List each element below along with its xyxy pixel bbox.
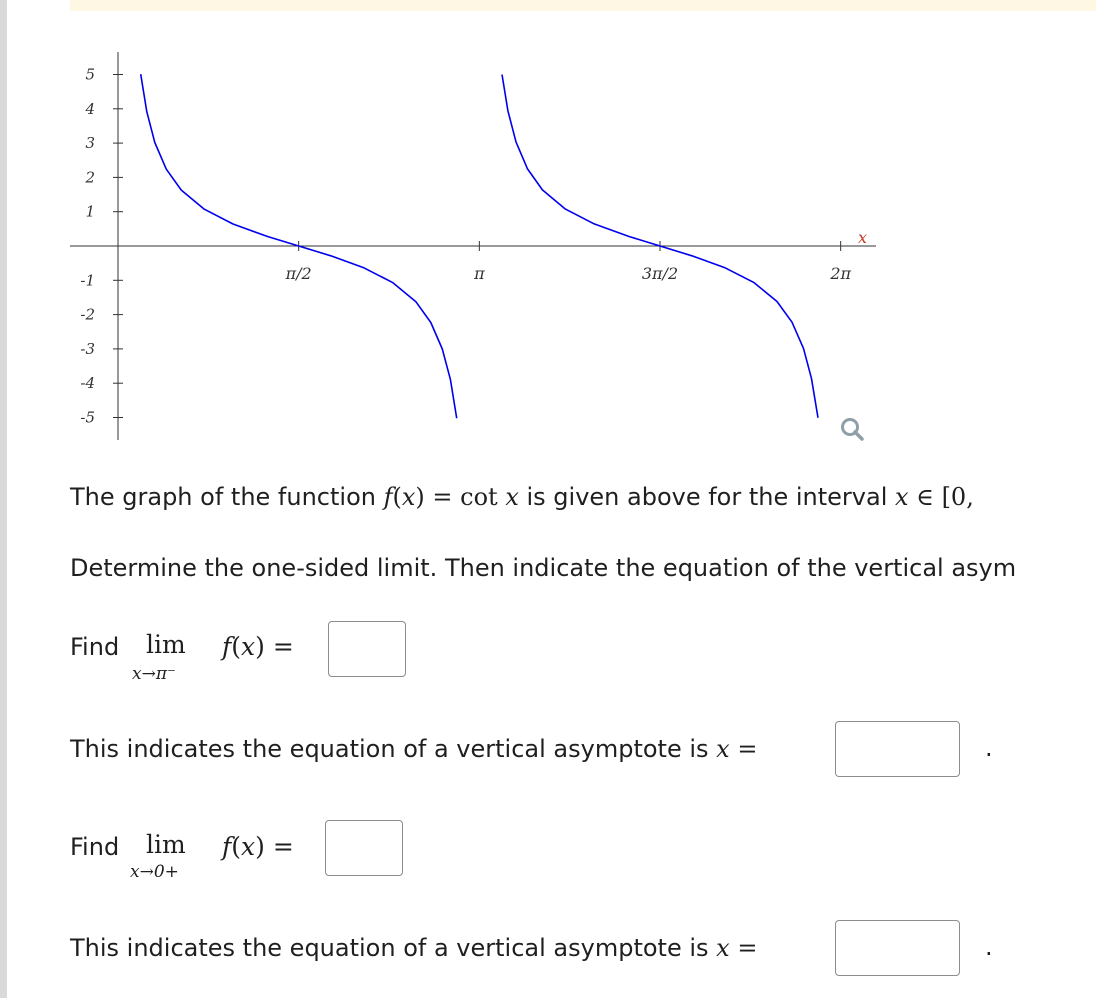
a2-period: .: [985, 933, 993, 961]
prompt-line-1: [70, 482, 974, 512]
prompt-line-2: Determine the one-sided limit. Then indicate the equation of the vertical asym: [70, 554, 1017, 582]
q1-find-label: Find: [70, 633, 120, 661]
a1-x-eq: x =: [716, 735, 758, 763]
q2-lim-subscript: x→0+: [130, 862, 179, 882]
q2-answer-input[interactable]: [325, 820, 403, 876]
a2-label: This indicates the equation of a vertical asymptote is: [70, 934, 717, 962]
a1-text: [70, 734, 757, 764]
q2-find-label: Find: [70, 833, 120, 861]
q1-answer-input[interactable]: [328, 621, 406, 677]
interval-expression: x ∈ [0,: [895, 483, 974, 511]
y-tick-label: -4: [80, 374, 95, 393]
y-tick-label: -1: [80, 271, 95, 290]
y-tick-label: 3: [85, 134, 95, 153]
a1-label: This indicates the equation of a vertical asymptote is: [70, 735, 717, 763]
prompt-text-b: is given above for the interval: [518, 483, 895, 511]
cotangent-graph: [0, 0, 900, 460]
a1-answer-input[interactable]: [835, 721, 960, 777]
y-tick-label: -5: [80, 408, 95, 427]
q1-lim: lim: [146, 630, 186, 659]
q1-lim-subscript: x→π⁻: [132, 664, 176, 684]
y-tick-label: 2: [85, 168, 95, 187]
magnifier-icon[interactable]: [843, 420, 863, 440]
prompt-text-a: The graph of the function: [70, 483, 384, 511]
q2-fx: f(x) =: [222, 832, 294, 861]
function-expression: f(x) = cot x: [383, 483, 519, 511]
y-tick-label: 1: [85, 202, 95, 221]
a1-period: .: [985, 734, 993, 762]
x-tick-label: 2π: [830, 264, 852, 283]
x-axis-label: x: [858, 228, 868, 247]
y-tick-label: 5: [85, 65, 95, 84]
y-tick-label: -2: [80, 305, 95, 324]
x-tick-label: 3π/2: [641, 264, 679, 283]
a2-answer-input[interactable]: [835, 920, 960, 976]
y-tick-label: 4: [85, 99, 95, 118]
q2-lim: lim: [146, 830, 186, 859]
x-tick-label: π: [474, 264, 485, 283]
a2-text: [70, 933, 757, 963]
x-tick-label: π/2: [285, 264, 312, 283]
y-tick-label: -3: [80, 339, 95, 358]
q1-fx: f(x) =: [222, 632, 294, 661]
a2-x-eq: x =: [716, 934, 758, 962]
